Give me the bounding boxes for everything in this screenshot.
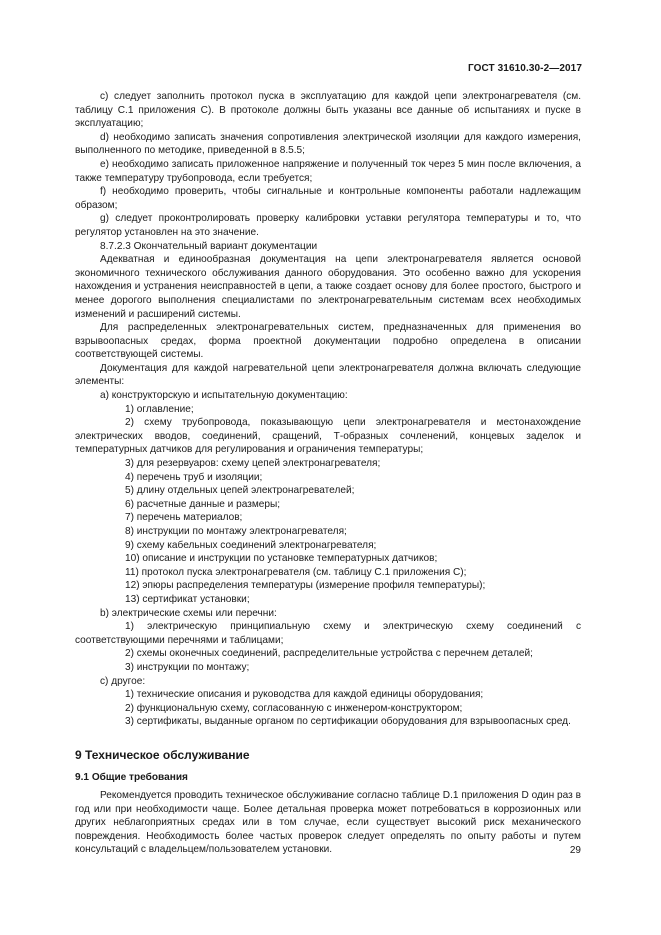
list-item: 7) перечень материалов; <box>125 512 243 524</box>
list-item: 2) схемы оконечных соединений, распределительные устройства с перечнем деталей; <box>125 648 533 660</box>
paragraph: Адекватная и единообразная документация на цепи электронагревателя является основой экономичного технического обслуживания данного оборудования. Это особенно важно для ускорения нахождения и устранения неисправностей в цепи, а также создает основу для более простого, быстрого и менее дорогого выполнения специалистами по электронагревательным системам всех необходимых изменений и расширений системы. <box>75 254 581 320</box>
list-item-d: d) необходимо записать значения сопротивления электрической изоляции для каждого измерения, выполненного по методике, приведенной в 8.5.5; <box>75 131 581 157</box>
list-item: 2) функциональную схему, согласованную с инженером-конструктором; <box>125 702 463 714</box>
list-item: 3) инструкции по монтажу; <box>125 661 250 673</box>
list-item: 13) сертификат установки; <box>125 593 250 605</box>
list-item: 2) схему трубопровода, показывающую цепи электронагревателя и местонахождение электрических вводов, соединений, сращений, Т-образных сочленений, концевых заделок и температурных датчиков для регулирования и ограничения температуры; <box>75 417 581 456</box>
list-item: 1) оглавление; <box>125 403 194 415</box>
list-item: 9) схему кабельных соединений электронагревателя; <box>125 539 377 551</box>
list-c-label: c) другое: <box>100 675 146 687</box>
list-b-label: b) электрические схемы или перечни: <box>100 607 277 619</box>
paragraph: Для распределенных электронагревательных систем, предназначенных для применения во взрывоопасных средах, форма проектной документации подробно определена в описании соответствующей системы. <box>75 322 581 361</box>
list-item: 6) расчетные данные и размеры; <box>125 498 281 510</box>
list-item: 3) для резервуаров: схему цепей электронагревателя; <box>125 458 381 470</box>
list-item-e: e) необходимо записать приложенное напряжение и полученный ток через 5 мин после включения, а также температуру трубопровода, если требуется; <box>75 158 581 184</box>
subsection-title: 8.7.2.3 Окончательный вариант документации <box>100 240 318 252</box>
paragraph: Документация для каждой нагревательной цепи электронагревателя должна включать следующие элементы: <box>75 362 581 388</box>
list-item: 5) длину отдельных цепей электронагревателей; <box>125 485 355 497</box>
page-number: 29 <box>569 845 581 856</box>
list-item-f: f) необходимо проверить, чтобы сигнальные и контрольные компоненты работали надлежащим образом; <box>75 186 581 211</box>
list-item: 1) электрическую принципиальную схему и электрическую схему соединений с соответствующими перечнями и таблицами; <box>75 621 581 646</box>
list-item: 3) сертификаты, выданные органом по сертификации оборудования для взрывоопасных сред. <box>125 716 571 728</box>
paragraph: Рекомендуется проводить техническое обслуживание согласно таблице D.1 приложения D один раз в год или при необходимости чаще. Более детальная проверка может потребоваться в коррозионных или других неблагоприятных средах или в том случае, если существует высокий риск механического повреждения. Необходимость более частых проверок следует определять по опыту работы и путем консультаций с владельцем/пользователем установки. <box>75 789 581 856</box>
list-item: 1) технические описания и руководства для каждой единицы оборудования; <box>125 689 484 701</box>
list-a-label: a) конструкторскую и испытательную документацию: <box>100 390 348 402</box>
list-item: 12) эпюры распределения температуры (измерение профиля температуры); <box>125 580 486 592</box>
list-item: 11) протокол пуска электронагревателя (см. таблицу С.1 приложения С); <box>125 566 467 578</box>
list-item: 10) описание и инструкции по установке температурных датчиков; <box>125 553 438 565</box>
list-item-g: g) следует проконтролировать проверку калибровки уставки регулятора температуры и то, что регулятор установлен на это значение. <box>75 213 581 238</box>
list-item-c: c) следует заполнить протокол пуска в эксплуатацию для каждой цепи электронагревателя (см. таблицу С.1 приложения С). В протоколе должны быть указаны все данные об испытаниях и пуске в эксплуатацию; <box>75 91 581 130</box>
section-heading: 9 Техническое обслуживание <box>75 747 250 762</box>
list-item: 8) инструкции по монтажу электронагревателя; <box>125 526 347 537</box>
subsection-heading: 9.1 Общие требования <box>75 771 188 783</box>
document-code: ГОСТ 31610.30-2—2017 <box>467 63 582 74</box>
page-content <box>75 90 581 857</box>
list-item: 4) перечень труб и изоляции; <box>125 471 263 483</box>
